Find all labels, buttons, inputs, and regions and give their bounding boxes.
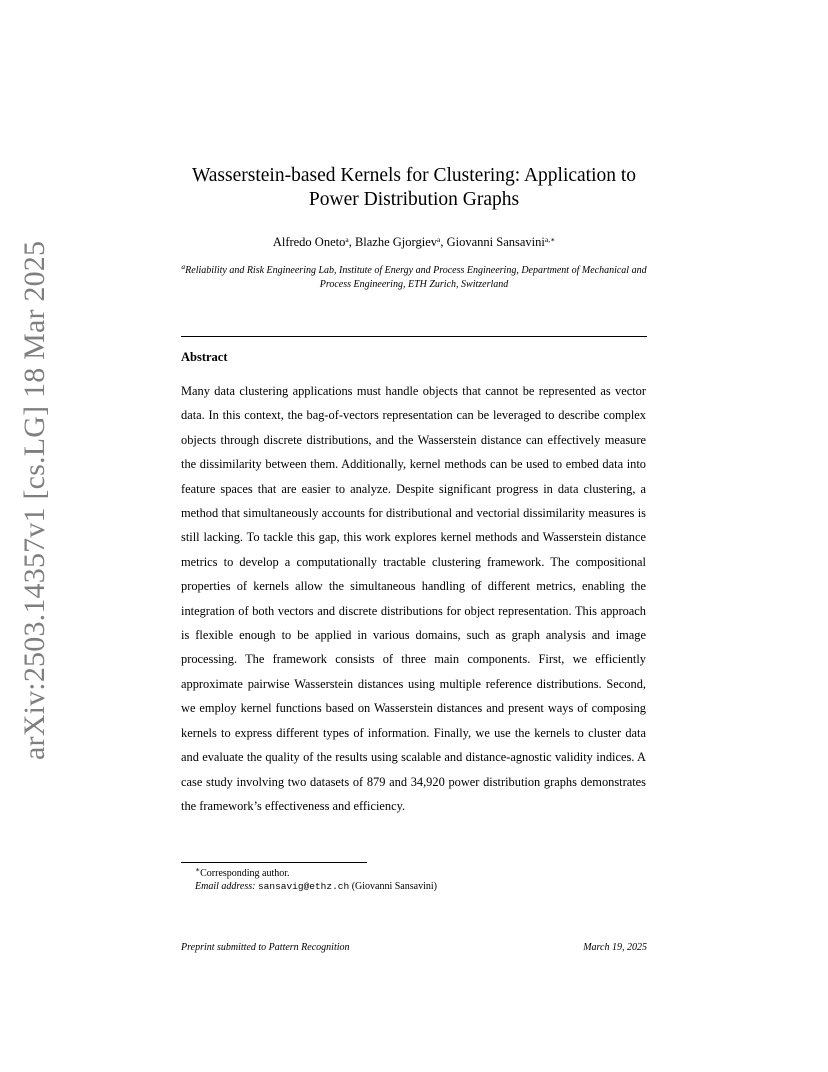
- email-address[interactable]: sansavig@ethz.ch: [257, 881, 350, 892]
- corresponding-author-note: Corresponding author.: [200, 868, 290, 879]
- author-separator: ,: [440, 235, 447, 249]
- email-label: Email address:: [195, 881, 256, 892]
- affiliation: [181, 264, 647, 292]
- author-name: Giovanni Sansavini: [446, 235, 545, 249]
- author-separator: ,: [348, 235, 355, 249]
- abstract-top-rule: [181, 336, 647, 337]
- author-affiliation-mark: a: [437, 235, 441, 244]
- footer-venue: Preprint submitted to Pattern Recognition: [181, 942, 350, 953]
- footnote-marker: ∗: [195, 865, 201, 874]
- author-affiliation-mark: a: [345, 235, 349, 244]
- footnote-corresponding: [181, 867, 647, 880]
- author-list: [150, 234, 678, 250]
- affiliation-mark: a: [181, 262, 186, 271]
- affiliation-text: Reliability and Risk Engineering Lab, Institute of Energy and Process Engineering, Department of Mechanical and Process Engineering, ETH Zurich, Switzerland: [185, 265, 647, 290]
- abstract-text: Many data clustering applications must handle objects that cannot be represented as vector data. In this context, the bag-of-vectors representation can be leveraged to describe complex objects through discrete distributions, and the Wasserstein distance can effectively measure the dissimilarity between them. Additionally, kernel methods can be used to embed data into feature spaces that are easier to analyze. Despite significant progress in data clustering, a method that simultaneously accounts for distributional and vectorial dissimilarity measures is still lacking. To tackle this gap, this work explores kernel methods and Wasserstein distance metrics to develop a computationally tractable clustering framework. The compositional properties of kernels allow the simultaneous handling of different metrics, enabling the integration of both vectors and discrete distributions for object representation. This approach is flexible enough to be applied in various domains, such as graph analysis and image processing. The framework consists of three main components. First, we efficiently approximate pairwise Wasserstein distances using multiple reference distributions. Second, we employ kernel functions based on Wasserstein distances and present ways of composing kernels to express different types of information. Finally, we use the kernels to cluster data and evaluate the quality of the results using scalable and distance-agnostic validity indices. A case study involving two datasets of 879 and 34,920 power distribution graphs demonstrates the framework’s effectiveness and efficiency.: [181, 384, 646, 813]
- footnote-email: [181, 880, 647, 893]
- page-footer: [181, 941, 647, 954]
- abstract-body: [181, 379, 646, 818]
- email-owner: (Giovanni Sansavini): [351, 881, 437, 892]
- author-name: Alfredo Oneto: [272, 235, 346, 249]
- arxiv-identifier-stamp: arXiv:2503.14357v1 [cs.LG] 18 Mar 2025: [18, 240, 51, 760]
- abstract-heading: Abstract: [181, 350, 228, 364]
- footnote-rule: [181, 862, 367, 863]
- footer-date: March 19, 2025: [583, 942, 647, 953]
- author-name: Blazhe Gjorgiev: [354, 235, 437, 249]
- title-line-2: Power Distribution Graphs: [308, 189, 520, 210]
- author-affiliation-mark: a,∗: [544, 235, 556, 244]
- paper-title: [150, 164, 678, 212]
- footnote: [181, 867, 647, 893]
- title-line-1: Wasserstein-based Kernels for Clustering: Application to: [191, 165, 637, 186]
